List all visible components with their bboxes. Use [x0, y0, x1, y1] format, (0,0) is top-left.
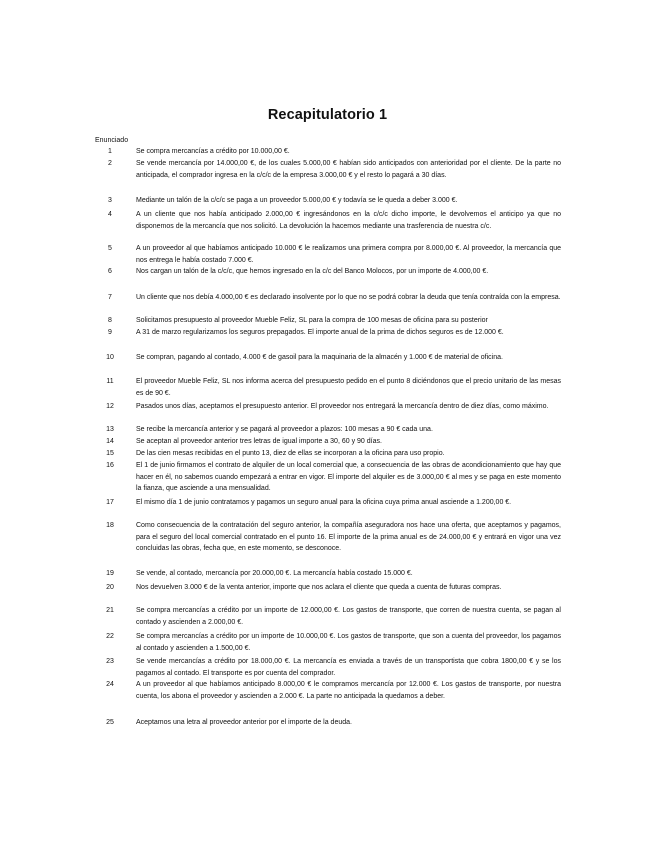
item-text: El 1 de junio firmamos el contrato de alquiler de un local comercial que, a consecuencia de las obras de acondicionamiento que hay que hacer en él, no sabemos cuando empezará a entrar en vigor. El importe del alquiler es de 3.000,00 € al mes y se paga en este momento la fianza, que asciende a una mensualidad.	[136, 462, 561, 492]
item-text: Mediante un talón de la c/c/c se paga a un proveedor 5.000,00 € y todavía se le queda a deber 3.000 €.	[136, 197, 458, 204]
item-number: 22	[106, 633, 114, 640]
item-text: Nos cargan un talón de la c/c/c, que hemos ingresado en la c/c del Banco Molocos, por un importe de 4.000,00 €.	[136, 268, 489, 275]
item-number: 23	[106, 658, 114, 665]
item-number: 18	[106, 522, 114, 529]
item-number: 2	[108, 160, 112, 167]
item-text: El proveedor Mueble Feliz, SL nos informa acerca del presupuesto pedido en el punto 8 diciéndonos que el precio unitario de las mesas es de 90 €.	[136, 378, 561, 397]
item-text: Se vende mercancías a crédito por 18.000,00 €. La mercancía es enviada a través de un transportista que cobra 1800,00 € y se los pagamos al contado. El transporte es por cuenta del comprador.	[136, 658, 561, 677]
item-number: 6	[108, 268, 112, 275]
item-text: A un proveedor al que habíamos anticipado 8.000,00 € le compramos mercancía por 12.000 €. Los gastos de transporte, por nuestra cuenta, los abona el proveedor y ascienden a 2.000 €. La parte no anticipada la quedamos a deber.	[136, 681, 561, 700]
item-number: 15	[106, 450, 114, 457]
item-text: Se recibe la mercancía anterior y se pagará al proveedor a plazos: 100 mesas a 90 € cada una.	[136, 426, 433, 433]
document-title: Recapitulatorio 1	[267, 107, 388, 123]
item-number: 13	[106, 426, 114, 433]
item-text: Pasados unos días, aceptamos el presupuesto anterior. El proveedor nos entregará la mercancía dentro de diez días, como máximo.	[136, 403, 549, 410]
item-text: Como consecuencia de la contratación del seguro anterior, la compañía aseguradora nos hace una oferta, que aceptamos y pagamos, para el seguro del local comercial contratado en el punto 16. El importe de la prima anual es de 24.000,00 € y entrará en vigor una vez concluidas las obras, fecha que, en este momento, se desconoce.	[136, 522, 561, 552]
item-number: 19	[106, 570, 114, 577]
item-text: Se compra mercancías a crédito por 10.000,00 €.	[136, 148, 290, 155]
item-text: Se aceptan al proveedor anterior tres letras de igual importe a 30, 60 y 90 días.	[136, 438, 382, 445]
item-number: 10	[106, 354, 114, 361]
item-number: 14	[106, 438, 114, 445]
item-number: 20	[106, 584, 114, 591]
item-text: Se vende mercancía por 14.000,00 €, de los cuales 5.000,00 € habían sido anticipados con anterioridad por el cliente. De la parte no anticipada, el comprador ingresa en la c/c/c de la empresa 3.000,00 € y el resto lo pagará a 30 días.	[136, 160, 561, 179]
item-text: Un cliente que nos debía 4.000,00 € es declarado insolvente por lo que no se podrá cobrar la deuda que tenía contraída con la empresa.	[136, 294, 561, 301]
item-text: El mismo día 1 de junio contratamos y pagamos un seguro anual para la oficina cuya prima anual asciende a 1.200,00 €.	[136, 499, 512, 506]
item-number: 5	[108, 245, 112, 252]
item-text: Se compra mercancías a crédito por un importe de 10.000,00 €. Los gastos de transporte, que son a cuenta del proveedor, los pagamos al contado y ascienden a 1.500,00 €.	[136, 633, 561, 652]
item-text: Se compran, pagando al contado, 4.000 € de gasoil para la maquinaria de la almacén y 1.000 € de material de oficina.	[136, 354, 503, 361]
item-number: 21	[106, 607, 114, 614]
item-text: Se compra mercancías a crédito por un importe de 12.000,00 €. Los gastos de transporte, que corren de nuestra cuenta, se pagan al contado y ascienden a 2.000,00 €.	[136, 607, 561, 626]
item-number: 4	[108, 211, 112, 218]
section-label: Enunciado	[95, 137, 129, 144]
item-text: Aceptamos una letra al proveedor anterior por el importe de la deuda.	[136, 719, 352, 726]
item-number: 16	[106, 462, 114, 469]
item-text: Se vende, al contado, mercancía por 20.000,00 €. La mercancía había costado 15.000 €.	[136, 570, 413, 577]
item-number: 1	[108, 148, 112, 155]
item-number: 12	[106, 403, 114, 410]
item-number: 8	[108, 317, 112, 324]
item-text: Solicitamos presupuesto al proveedor Mueble Feliz, SL para la compra de 100 mesas de oficina para su posterior	[136, 317, 488, 324]
item-text: A un cliente que nos había anticipado 2.000,00 € ingresándonos en la c/c/c dicho importe, le devolvemos el anticipo ya que no disponemos de la mercancía que nos solicitó. La devolución la hacemos mediante una trasferencia de nuestra c/c.	[136, 211, 561, 230]
item-number: 25	[106, 719, 114, 726]
item-text: A un proveedor al que habíamos anticipado 10.000 € le realizamos una primera compra por 8.000,00 €. Al proveedor, la mercancía que nos entrega le había costado 7.000 €.	[136, 245, 561, 264]
item-text: Nos devuelven 3.000 € de la venta anterior, importe que nos aclara el cliente que queda a cuenta de futuras compras.	[136, 584, 502, 591]
item-number: 11	[106, 378, 114, 385]
item-number: 17	[106, 499, 114, 506]
item-number: 9	[108, 329, 112, 336]
item-text: A 31 de marzo regularizamos los seguros prepagados. El importe anual de la prima de dichos seguros es de 12.000 €.	[136, 329, 504, 336]
item-number: 3	[108, 197, 112, 204]
item-number: 24	[106, 681, 114, 688]
item-text: De las cien mesas recibidas en el punto 13, diez de ellas se incorporan a la oficina para uso propio.	[136, 450, 445, 457]
item-number: 7	[108, 294, 112, 301]
